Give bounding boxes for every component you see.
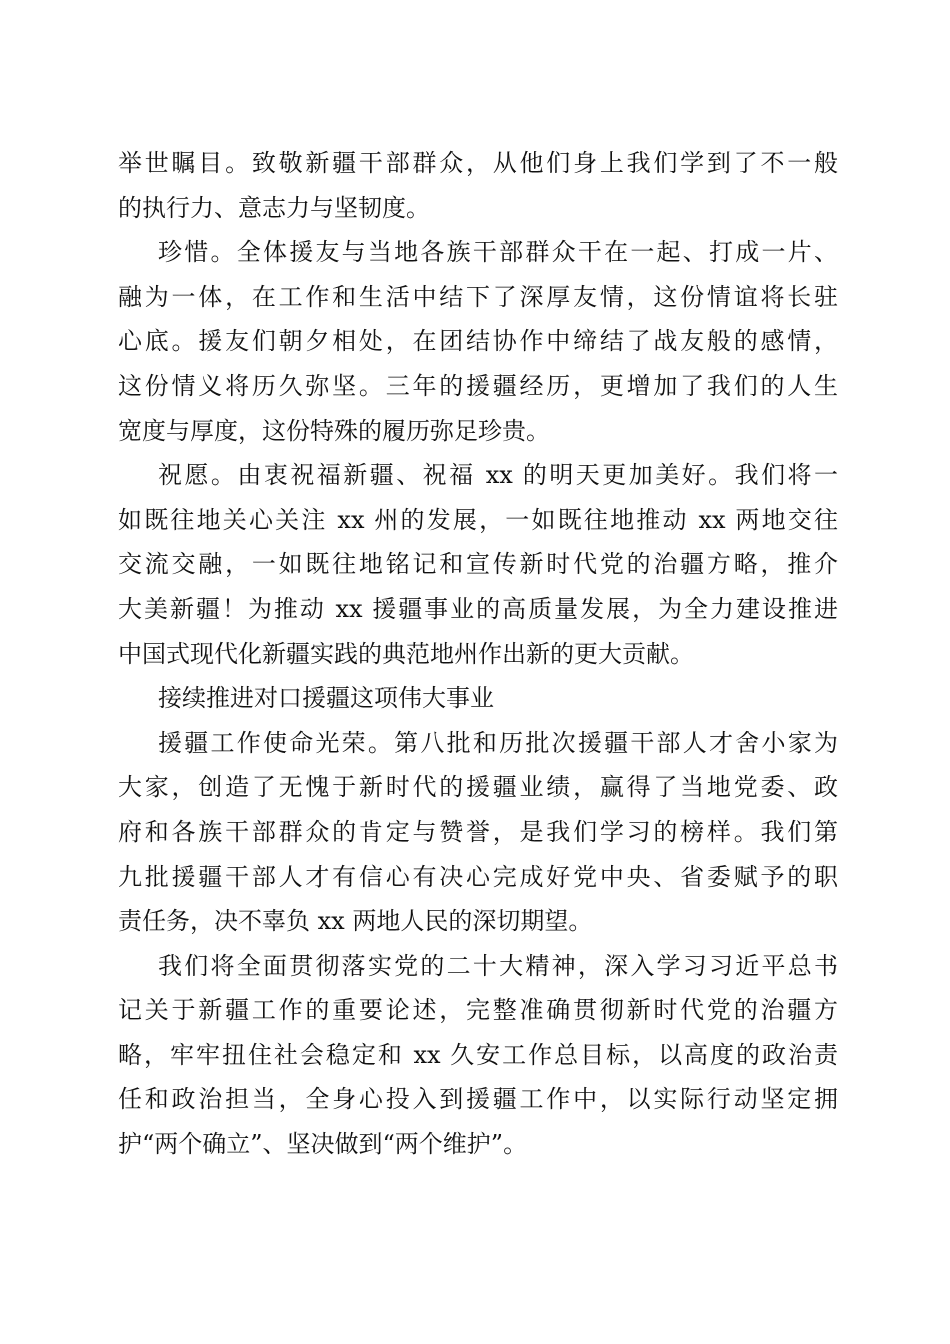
text-line: 宽度与厚度，这份特殊的履历弥足珍贵。 <box>118 416 550 445</box>
text-line: 心底。援友们朝夕相处，在团结协作中缔结了战友般的感情， <box>118 327 838 356</box>
text-line: 援疆工作使命光荣。第八批和历批次援疆干部人才舍小家为 <box>158 728 838 757</box>
text-line: 任和政治担当，全身心投入到援疆工作中，以实际行动坚定拥 <box>118 1085 838 1114</box>
text-line: 交流交融，一如既往地铭记和宣传新时代党的治疆方略，推介 <box>118 550 838 579</box>
text-line: 融为一体，在工作和生活中结下了深厚友情，这份情谊将长驻 <box>118 282 838 311</box>
text-line: 中国式现代化新疆实践的典范地州作出新的更大贡献。 <box>118 639 694 668</box>
text-line: 记关于新疆工作的重要论述，完整准确贯彻新时代党的治疆方 <box>118 996 838 1025</box>
text-line: 大家，创造了无愧于新时代的援疆业绩，赢得了当地党委、政 <box>118 773 838 802</box>
text-line: 如既往地关心关注 xx 州的发展，一如既往地推动 xx 两地交往 <box>118 505 838 534</box>
text-line: 举世瞩目。致敬新疆干部群众，从他们身上我们学到了不一般 <box>118 149 838 177</box>
text-line: 九批援疆干部人才有信心有决心完成好党中央、省委赋予的职 <box>118 862 838 891</box>
text-line: 责任务，决不辜负 xx 两地人民的深切期望。 <box>118 907 593 936</box>
text-line: 祝愿。由衷祝福新疆、祝福 xx 的明天更加美好。我们将一 <box>158 461 838 490</box>
text-line: 府和各族干部群众的肯定与赞誉，是我们学习的榜样。我们第 <box>118 817 838 846</box>
text-line: 大美新疆！为推动 xx 援疆事业的高质量发展，为全力建设推进 <box>118 594 838 623</box>
text-line: 我们将全面贯彻落实党的二十大精神，深入学习习近平总书 <box>158 951 838 980</box>
text-line: 的执行力、意志力与坚韧度。 <box>118 193 430 222</box>
text-line: 接续推进对口援疆这项伟大事业 <box>158 684 494 713</box>
text-line: 这份情义将历久弥坚。三年的援疆经历，更增加了我们的人生 <box>118 371 838 400</box>
text-line: 护“两个确立”、坚决做到“两个维护”。 <box>118 1130 528 1159</box>
text-line: 略，牢牢扭住社会稳定和 xx 久安工作总目标，以高度的政治责 <box>118 1040 838 1069</box>
text-line: 珍惜。全体援友与当地各族干部群众干在一起、打成一片、 <box>158 238 838 267</box>
document-body <box>118 141 838 1167</box>
